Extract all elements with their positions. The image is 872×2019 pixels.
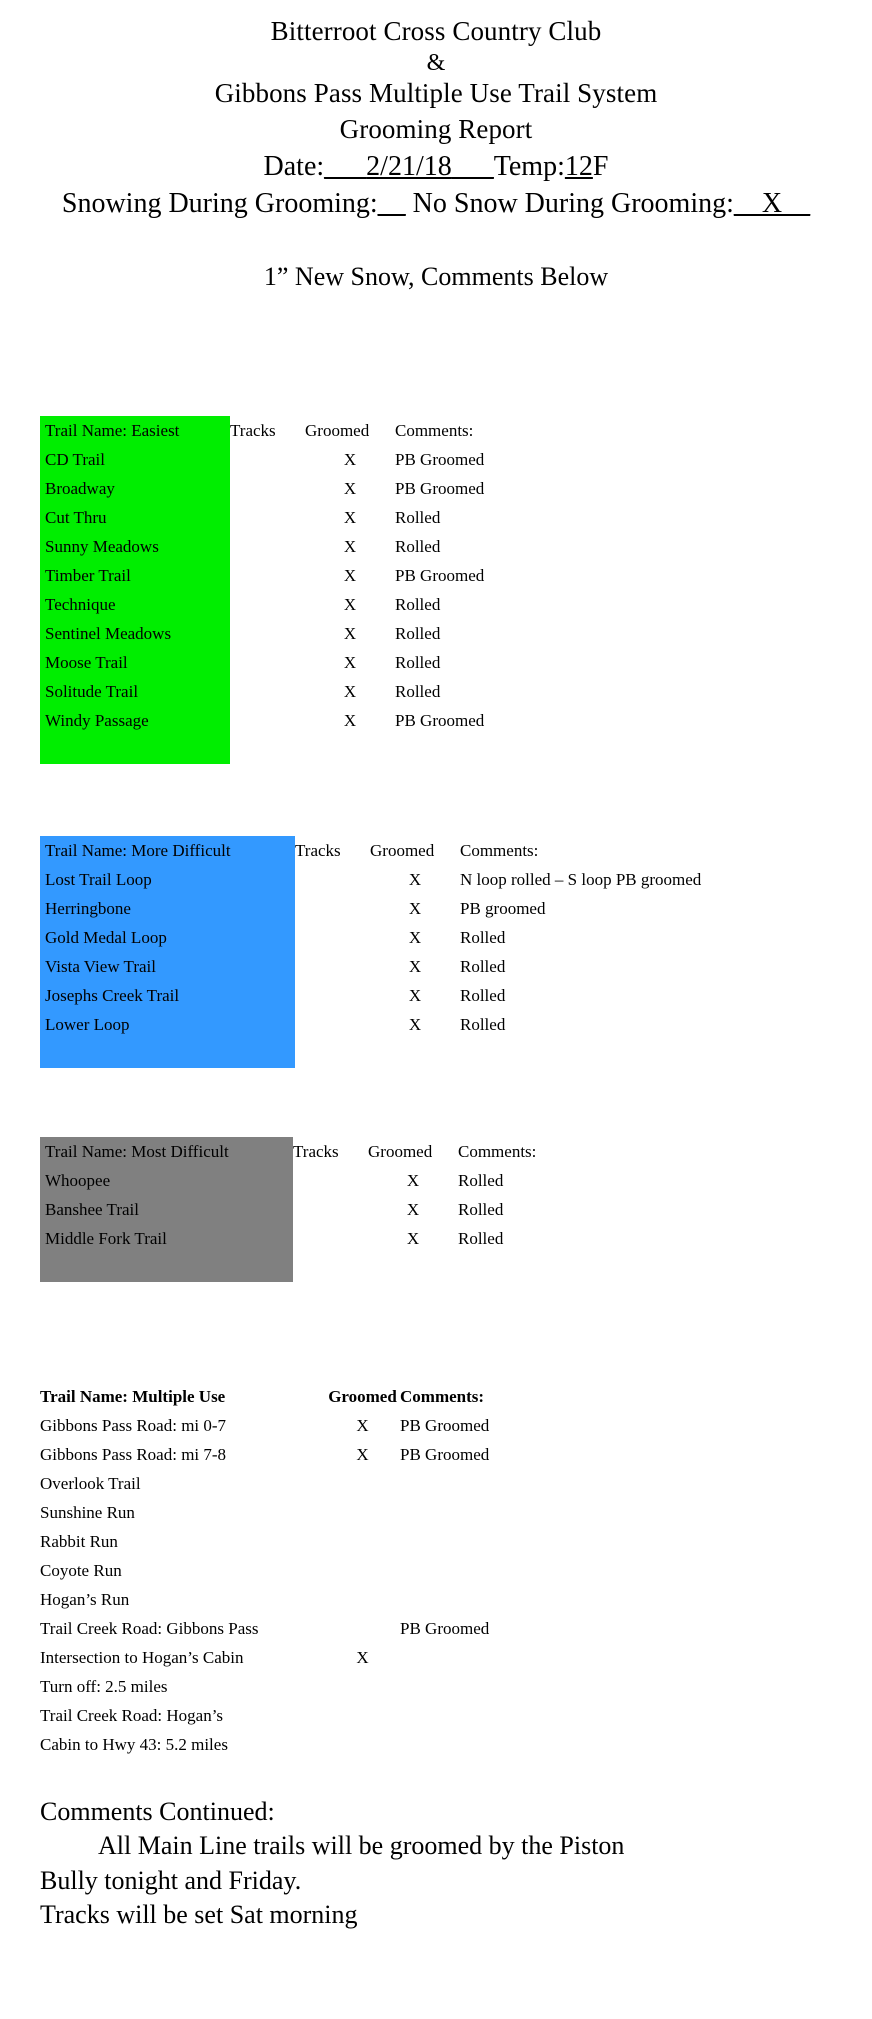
trail-name: Solitude Trail — [40, 677, 230, 706]
filler-cell — [230, 735, 305, 764]
groomed-mark: X — [408, 1015, 422, 1034]
table-row — [40, 503, 484, 532]
filler-cell — [293, 1253, 368, 1282]
tracks-mark — [230, 648, 305, 677]
groomed-mark: X — [343, 450, 357, 469]
table-row — [40, 981, 701, 1010]
trail-name: Sunny Meadows — [40, 532, 230, 561]
trail-name: Hogan’s Run — [40, 1590, 130, 1609]
groomed-mark: X — [343, 508, 357, 527]
tracks-mark — [230, 532, 305, 561]
trail-name: Turn off: 2.5 miles — [40, 1677, 168, 1696]
row-comments — [400, 1672, 660, 1701]
tracks-mark — [295, 894, 370, 923]
groomed-mark — [325, 1527, 400, 1556]
row-comments: PB Groomed — [395, 479, 485, 498]
trail-name: Lower Loop — [40, 1010, 295, 1039]
filler-cell — [305, 735, 395, 764]
club-title: Bitterroot Cross Country Club — [270, 16, 602, 46]
header-groomed: Groomed — [328, 1387, 397, 1406]
groomed-mark — [325, 1701, 400, 1730]
tracks-mark — [230, 503, 305, 532]
table-row — [40, 1527, 660, 1556]
groomed-mark: X — [406, 1200, 420, 1219]
table-row — [40, 561, 484, 590]
groomed-mark: X — [408, 957, 422, 976]
tracks-mark — [230, 561, 305, 590]
filler-cell — [368, 1253, 458, 1282]
groomed-mark: X — [343, 479, 357, 498]
document-header — [0, 0, 872, 292]
table-row — [40, 1498, 660, 1527]
ampersand: & — [426, 49, 446, 76]
groomed-mark — [325, 1498, 400, 1527]
tracks-mark — [295, 923, 370, 952]
table-row — [40, 1224, 536, 1253]
groomed-mark: X — [343, 653, 357, 672]
row-comments: Rolled — [395, 653, 441, 672]
row-comments — [400, 1527, 660, 1556]
tracks-mark — [230, 590, 305, 619]
groomed-mark: X — [356, 1416, 369, 1435]
trail-name: Vista View Trail — [40, 952, 295, 981]
header-groomed: Groomed — [368, 1142, 433, 1161]
groomed-mark: X — [343, 682, 357, 701]
row-comments — [400, 1643, 660, 1672]
row-comments: Rolled — [458, 1229, 504, 1248]
color-block-filler — [40, 1039, 701, 1068]
tracks-mark — [230, 619, 305, 648]
trail-name: Gold Medal Loop — [40, 923, 295, 952]
report-title: Grooming Report — [339, 114, 533, 145]
table-row — [40, 474, 484, 503]
groomed-mark: X — [406, 1229, 420, 1248]
table-row — [40, 1411, 660, 1440]
filler-cell — [40, 1253, 293, 1282]
row-comments — [400, 1498, 660, 1527]
row-comments — [400, 1585, 660, 1614]
groomed-mark: X — [408, 986, 422, 1005]
date-label: Date: — [263, 151, 325, 183]
table-more-difficult — [40, 836, 701, 1068]
nosnow-label: No Snow During Grooming: — [412, 187, 734, 219]
table-header-row — [40, 416, 484, 445]
trail-name: Rabbit Run — [40, 1532, 118, 1551]
table-row — [40, 1730, 660, 1759]
temp-value: 12 — [564, 151, 593, 183]
nosnow-value: __X__ — [733, 187, 811, 219]
row-comments: PB Groomed — [400, 1416, 490, 1435]
row-comments: Rolled — [458, 1200, 504, 1219]
header-comments: Comments: — [395, 421, 474, 440]
groomed-mark — [325, 1469, 400, 1498]
table-row — [40, 1672, 660, 1701]
filler-cell — [40, 735, 230, 764]
tracks-mark — [295, 981, 370, 1010]
trail-name: Coyote Run — [40, 1561, 122, 1580]
trail-name: Windy Passage — [40, 706, 230, 735]
color-block-filler — [40, 735, 484, 764]
groomed-mark — [325, 1614, 400, 1643]
trail-name: Cut Thru — [40, 503, 230, 532]
trail-name: Timber Trail — [40, 561, 230, 590]
tracks-mark — [293, 1166, 368, 1195]
trail-name: Trail Creek Road: Gibbons Pass — [40, 1619, 259, 1638]
groomed-mark: X — [343, 566, 357, 585]
row-comments: Rolled — [460, 957, 506, 976]
row-comments: Rolled — [460, 986, 506, 1005]
table-row — [40, 1585, 660, 1614]
filler-cell — [395, 735, 484, 764]
groomed-mark: X — [356, 1648, 369, 1667]
table-multiple-use — [40, 1382, 660, 1759]
date-blank-right: ___ — [451, 151, 494, 183]
comments-line-2: Bully tonight and Friday. — [40, 1865, 302, 1895]
table-row — [40, 532, 484, 561]
table-most-difficult — [40, 1137, 536, 1282]
row-comments — [400, 1469, 660, 1498]
trail-name: Technique — [40, 590, 230, 619]
comments-section — [40, 1795, 830, 1932]
section-multiple-use — [40, 1382, 872, 1759]
snow-conditions-row — [0, 186, 872, 222]
header-groomed: Groomed — [370, 841, 435, 860]
tracks-mark — [230, 706, 305, 735]
groomed-mark: X — [408, 899, 422, 918]
temp-unit: F — [592, 151, 609, 183]
groomed-mark — [325, 1556, 400, 1585]
table-row — [40, 619, 484, 648]
groomed-mark: X — [408, 928, 422, 947]
row-comments: PB groomed — [460, 899, 546, 918]
header-comments: Comments: — [400, 1387, 485, 1406]
trail-name: Sunshine Run — [40, 1503, 135, 1522]
row-comments: Rolled — [395, 595, 441, 614]
row-comments: PB Groomed — [395, 711, 485, 730]
header-comments: Comments: — [458, 1142, 537, 1161]
trail-name: Josephs Creek Trail — [40, 981, 295, 1010]
header-groomed: Groomed — [305, 421, 370, 440]
tracks-mark — [295, 952, 370, 981]
groomed-mark: X — [343, 624, 357, 643]
table-row — [40, 865, 701, 894]
groomed-mark — [325, 1585, 400, 1614]
table-row — [40, 590, 484, 619]
tracks-mark — [295, 1010, 370, 1039]
table-row — [40, 1195, 536, 1224]
trail-name: Broadway — [40, 474, 230, 503]
tracks-mark — [295, 865, 370, 894]
table-row — [40, 677, 484, 706]
row-comments: PB Groomed — [395, 450, 485, 469]
groomed-mark: X — [343, 537, 357, 556]
row-comments: Rolled — [460, 1015, 506, 1034]
table-row — [40, 923, 701, 952]
groomed-mark — [325, 1730, 400, 1759]
row-comments — [400, 1556, 660, 1585]
row-comments: PB Groomed — [400, 1445, 490, 1464]
section-easiest — [40, 416, 872, 764]
table-row — [40, 1010, 701, 1039]
row-comments: Rolled — [395, 537, 441, 556]
trail-name: Intersection to Hogan’s Cabin — [40, 1648, 244, 1667]
groomed-mark: X — [356, 1445, 369, 1464]
trail-name: Lost Trail Loop — [40, 865, 295, 894]
trail-system-title: Gibbons Pass Multiple Use Trail System — [214, 78, 658, 109]
groomed-mark: X — [343, 595, 357, 614]
date-blank-left: ___ — [324, 151, 367, 183]
table-row — [40, 1440, 660, 1469]
table-row — [40, 1701, 660, 1730]
trail-name: Whoopee — [40, 1166, 293, 1195]
table-row — [40, 952, 701, 981]
header-trail-name: Trail Name: Most Difficult — [40, 1137, 293, 1166]
table-row — [40, 1556, 660, 1585]
trail-name: Gibbons Pass Road: mi 7-8 — [40, 1445, 227, 1464]
trail-name: Overlook Trail — [40, 1474, 141, 1493]
trail-name: CD Trail — [40, 445, 230, 474]
table-row — [40, 1469, 660, 1498]
temp-label: Temp: — [493, 151, 565, 183]
trail-name: Trail Creek Road: Hogan’s — [40, 1706, 224, 1725]
tracks-mark — [230, 445, 305, 474]
table-easiest — [40, 416, 484, 764]
row-comments: PB Groomed — [395, 566, 485, 585]
comments-line-1: All Main Line trails will be groomed by the Piston — [98, 1831, 625, 1861]
row-comments: Rolled — [395, 682, 441, 701]
row-comments: Rolled — [458, 1171, 504, 1190]
trail-name: Herringbone — [40, 894, 295, 923]
trail-name: Middle Fork Trail — [40, 1224, 293, 1253]
table-header-row — [40, 1382, 660, 1411]
groomed-mark: X — [408, 870, 422, 889]
tracks-mark — [293, 1224, 368, 1253]
comments-title: Comments Continued: — [40, 1797, 275, 1826]
trail-name: Sentinel Meadows — [40, 619, 230, 648]
color-block-filler — [40, 1253, 536, 1282]
table-row — [40, 706, 484, 735]
filler-cell — [458, 1253, 536, 1282]
row-comments: Rolled — [395, 508, 441, 527]
header-comments: Comments: — [460, 841, 539, 860]
trail-name: Gibbons Pass Road: mi 0-7 — [40, 1416, 227, 1435]
comments-line-3: Tracks will be set Sat morning — [40, 1899, 358, 1929]
row-comments: Rolled — [460, 928, 506, 947]
new-snow-note: 1” New Snow, Comments Below — [263, 262, 609, 292]
table-header-row — [40, 836, 701, 865]
filler-cell — [460, 1039, 701, 1068]
table-row — [40, 1643, 660, 1672]
trail-name: Banshee Trail — [40, 1195, 293, 1224]
table-row — [40, 1614, 660, 1643]
header-tracks: Tracks — [295, 841, 341, 860]
snowing-label: Snowing During Grooming: — [61, 187, 378, 219]
header-trail-name: Trail Name: Multiple Use — [40, 1387, 226, 1406]
date-value: 2/21/18 — [366, 151, 452, 183]
groomed-mark: X — [343, 711, 357, 730]
groomed-mark: X — [406, 1171, 420, 1190]
row-comments: Rolled — [395, 624, 441, 643]
row-comments: N loop rolled – S loop PB groomed — [460, 870, 702, 889]
date-temp-row — [0, 148, 872, 186]
table-row — [40, 1166, 536, 1195]
header-tracks: Tracks — [293, 1142, 339, 1161]
section-most-difficult — [40, 1137, 872, 1282]
table-row — [40, 648, 484, 677]
section-more-difficult — [40, 836, 872, 1068]
tracks-mark — [293, 1195, 368, 1224]
groomed-mark — [325, 1672, 400, 1701]
table-row — [40, 894, 701, 923]
header-trail-name: Trail Name: More Difficult — [40, 836, 295, 865]
tracks-mark — [230, 474, 305, 503]
tracks-mark — [230, 677, 305, 706]
table-row — [40, 445, 484, 474]
filler-cell — [295, 1039, 370, 1068]
row-comments — [400, 1701, 660, 1730]
trail-name: Moose Trail — [40, 648, 230, 677]
snowing-value: __ — [377, 187, 406, 219]
filler-cell — [370, 1039, 460, 1068]
filler-cell — [40, 1039, 295, 1068]
header-trail-name: Trail Name: Easiest — [40, 416, 230, 445]
trail-name: Cabin to Hwy 43: 5.2 miles — [40, 1735, 228, 1754]
row-comments: PB Groomed — [400, 1619, 490, 1638]
row-comments — [400, 1730, 660, 1759]
table-header-row — [40, 1137, 536, 1166]
header-tracks: Tracks — [230, 421, 276, 440]
